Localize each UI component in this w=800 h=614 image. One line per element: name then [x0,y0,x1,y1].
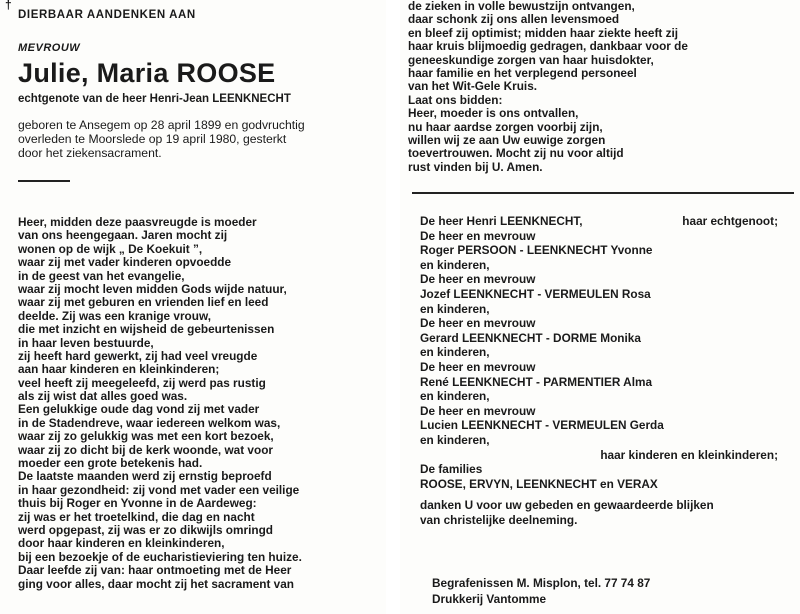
spouse-line: echtgenote van de heer Henri-Jean LEENKNECHT [18,93,291,105]
left-page [0,0,386,614]
poem-line: bij een bezoekje of de eucharistieviering ten huize. [18,549,302,564]
divider [412,192,794,194]
prayer-line: de zieken in volle bewustzijn ontvangen, [408,0,635,13]
prayer-line: nu haar aardse zorgen voorbij zijn, [408,119,603,134]
poem-text [18,216,302,591]
poem-line: wonen op de wijk „ De Koekuit ”, [18,241,203,256]
prayer-text [408,0,688,174]
poem-line: waar zij zo gelukkig was met een kort bezoek, [18,429,274,444]
prayer-line: geneeskundige zorgen van haar huisdokter, [408,52,654,67]
couples-list [420,229,778,448]
couple-intro: De heer en mevrouw [420,359,536,374]
poem-line: thuis bij Roger en Yvonne in de Aardeweg: [18,496,257,511]
poem-line: Daar leefde zij van: haar ontmoeting met de Heer [18,563,292,578]
couple-tail: en kinderen, [420,389,490,404]
couple-names: Lucien LEENKNECHT - VERMEULEN Gerda [420,418,664,433]
grandchildren-line: haar kinderen en kleinkinderen; [600,447,778,462]
poem-line: Heer, midden deze paasvreugde is moeder [18,215,257,229]
couple-tail: en kinderen, [420,257,490,272]
poem-line: veel heeft zij meegeleefd, zij werd pas rustig [18,375,266,390]
poem-line: als zij wist dat alles goed was. [18,389,188,404]
husband-name: De heer Henri LEENKNECHT, [420,214,583,228]
poem-line: ging voor alles, daar mocht zij het sacrament van [18,576,294,591]
prayer-line: willen wij ze aan Uw euwige zorgen [408,132,606,147]
spacer [420,491,778,498]
prayer-line: rust vinden bij U. Amen. [408,159,543,174]
poem-line: in haar gezondheid: zij vond met vader een veilige [18,482,300,497]
poem-line: in de Stadendreve, waar iedereen welkom was, [18,415,281,430]
husband-role: haar echtgenoot; [682,214,778,228]
couple-tail: en kinderen, [420,432,490,447]
couple-intro: De heer en mevrouw [420,228,536,243]
couple-names: Jozef LEENKNECHT - VERMEULEN Rosa [420,286,651,301]
thanks-line: van christelijke deelneming. [420,512,578,527]
prayer-line: daar schonk zij ons allen levensmoed [408,12,620,27]
right-page [400,0,800,614]
printer-line: Drukkerij Vantomme [432,591,547,606]
prayer-line: toevertrouwen. Mocht zij nu voor altijd [408,146,624,161]
poem-line: aan haar kinderen en kleinkinderen; [18,362,220,377]
couple-tail: en kinderen, [420,301,490,316]
divider [18,180,70,182]
poem-line: werd opgepast, zij was er zo dikwijls omringd [18,522,273,537]
title-mevrouw: MEVROUW [18,42,81,54]
couple-tail: en kinderen, [420,345,490,360]
poem-line: moeder een grote betekenis had. [18,456,203,471]
poem-line: die met inzicht en wijsheid de gebeurtenissen [18,322,275,337]
prayer-line: haar kruis blijmoedig gedragen, dankbaar voor de [408,39,688,54]
cross-icon: † [5,0,12,12]
undertaker-line: Begrafenissen M. Misplon, tel. 77 74 87 [432,576,651,590]
poem-line: De laatste maanden werd zij ernstig beproefd [18,469,272,484]
poem-line: in de geest van het evangelie, [18,268,185,283]
families-label: De families [420,462,483,477]
prayer-line: haar familie en het verplegend personeel [408,65,637,80]
poem-line: van ons heengegaan. Jaren mocht zij [18,228,228,243]
poem-line: waar zij met vader kinderen opvoedde [18,255,232,270]
couple-names: Roger PERSOON - LEENKNECHT Yvonne [420,243,653,258]
couple-intro: De heer en mevrouw [420,316,536,331]
family-list [420,214,778,527]
birth-line: geboren te Ansegem op 28 april 1899 en godvruchtig [18,118,305,132]
poem-line: zij was er het troetelkind, die dag en nacht [18,509,255,524]
prayer-line: en bleef zij optimist; midden haar ziekte heeft zij [408,25,679,40]
couple-names: Gerard LEENKNECHT - DORME Monika [420,330,641,345]
husband-line [420,214,778,229]
birth-death-text [18,119,305,160]
couple-intro: De heer en mevrouw [420,403,536,418]
footer [432,576,650,607]
poem-line: waar zij mocht leven midden Gods wijde natuur, [18,281,287,296]
couple-intro: De heer en mevrouw [420,272,536,287]
thanks-line: danken U voor uw gebeden en gewaardeerde blijken [420,498,714,513]
poem-line: Een gelukkige oude dag vond zij met vader [18,402,260,417]
prayer-line: van het Wit-Gele Kruis. [408,79,538,94]
poem-line: in haar leven bestuurde, [18,335,154,350]
deceased-name: Julie, Maria ROOSE [18,58,276,88]
poem-line: deelde. Zij was een kranige vrouw, [18,308,211,323]
prayer-line: Heer, moeder is ons ontvallen, [408,106,579,121]
poem-line: zij heeft hard gewerkt, zij had veel vreugde [18,348,258,363]
poem-line: door haar kinderen en kleinkinderen, [18,536,225,551]
page-gap [386,0,400,614]
birth-line: overleden te Moorslede op 19 april 1980, gesterkt [18,131,287,146]
memorial-header: DIERBAAR AANDENKEN AAN [18,9,196,21]
birth-line: door het ziekensacrament. [18,145,162,160]
families-names: ROOSE, ERVYN, LEENKNECHT en VERAX [420,476,658,491]
poem-line: waar zij zo dicht bij de kerk woonde, wat voor [18,442,273,457]
prayer-line: Laat ons bidden: [408,92,503,107]
poem-line: waar zij met geburen en vrienden lief en leed [18,295,269,310]
couple-names: René LEENKNECHT - PARMENTIER Alma [420,374,653,389]
